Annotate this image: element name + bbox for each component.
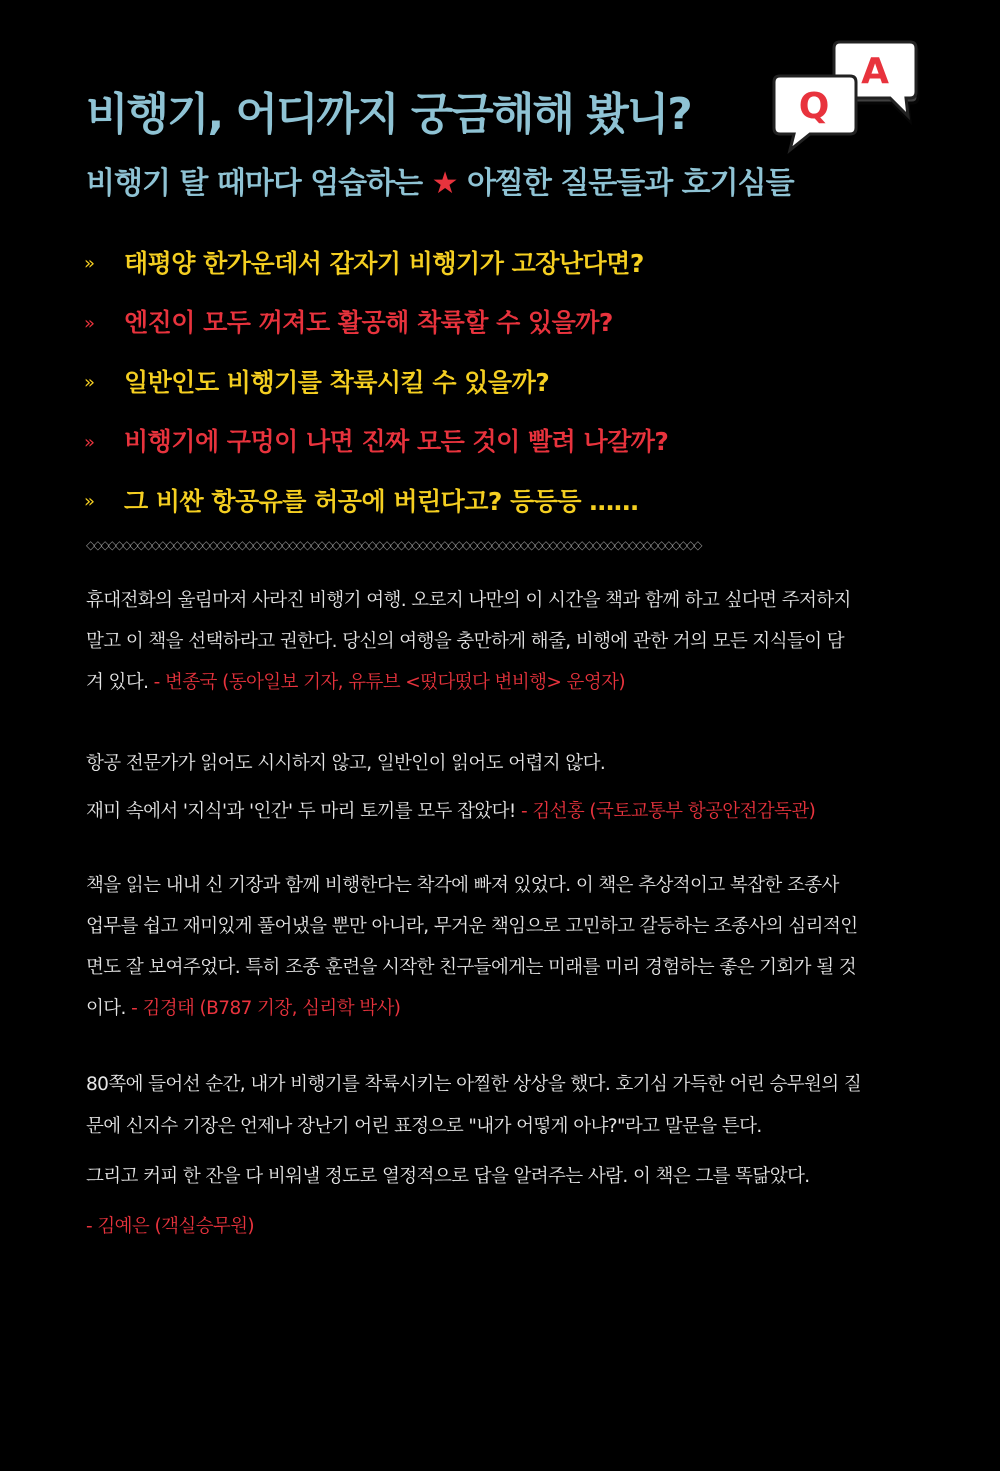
review-3 (86, 865, 916, 1029)
question-text: 엔진이 모두 꺼져도 활공해 착륙할 수 있을까? (124, 308, 613, 338)
review-line: 휴대전화의 울림마저 사라진 비행기 여행. 오로지 나만의 이 시간을 책과 함께 하고 싶다면 주저하지 (86, 590, 851, 611)
list-item (84, 411, 668, 471)
review-line (86, 662, 916, 703)
question-text: 그 비싼 항공유를 허공에 버린다고? 등등등 …… (124, 486, 639, 516)
review-citation: - 변종국 (동아일보 기자, 유튜브 <떴다떴다 변비행> 운영자) (153, 672, 625, 693)
review-4 (86, 1064, 916, 1248)
page-title: 비행기, 어디까지 궁금해해 봤니? (86, 89, 691, 140)
review-line: 책을 읽는 내내 신 기장과 함께 비행한다는 착각에 빠져 있었다. 이 책은 추상적이고 복잡한 조종사 (86, 875, 839, 896)
subtitle-text-post: 아찔한 질문들과 호기심들 (466, 166, 794, 201)
review-text: 이다. (86, 998, 132, 1019)
review-line: 그리고 커피 한 잔을 다 비워낼 정도로 열정적으로 답을 알려주는 사람. 이 책은 그를 똑닮았다. (86, 1166, 810, 1187)
review-citation: - 김예은 (객실승무원) (86, 1216, 255, 1237)
review-2 (86, 740, 916, 836)
review-citation: - 김경태 (B787 기장, 심리학 박사) (131, 998, 401, 1019)
review-text: 재미 속에서 '지식'과 '인간' 두 마리 토끼를 모두 잡았다! (86, 801, 521, 822)
review-line: 항공 전문가가 읽어도 시시하지 않고, 일반인이 읽어도 어렵지 않다. (86, 753, 606, 774)
review-line: 업무를 쉽고 재미있게 풀어냈을 뿐만 아니라, 무거운 책임으로 고민하고 갈등하는 조종사의 심리적인 (86, 916, 858, 937)
question-text: 일반인도 비행기를 착륙시킬 수 있을까? (124, 367, 550, 397)
review-line (86, 788, 916, 836)
page-subtitle (86, 158, 794, 202)
chevron-right-icon: » (84, 431, 95, 453)
question-text: 태평양 한가운데서 갑자기 비행기가 고장난다면? (124, 248, 644, 278)
review-line (86, 988, 916, 1029)
star-icon: ★ (431, 166, 458, 201)
list-item (84, 292, 668, 352)
review-line: 문에 신지수 기장은 언제나 장난기 어린 표정으로 "내가 어떻게 아냐?"라고 말문을 튼다. (86, 1116, 762, 1137)
question-text: 비행기에 구멍이 나면 진짜 모든 것이 빨려 나갈까? (124, 427, 669, 457)
subtitle-text-pre: 비행기 탈 때마다 엄습하는 (86, 166, 423, 201)
review-line: 면도 잘 보여주었다. 특히 조종 훈련을 시작한 친구들에게는 미래를 미리 경험하는 좋은 기회가 될 것 (86, 957, 857, 978)
qa-speech-bubbles-icon (770, 38, 920, 154)
chevron-right-icon: » (84, 253, 95, 275)
list-item (84, 470, 668, 530)
question-list (84, 232, 668, 530)
chevron-right-icon: » (84, 372, 95, 394)
list-item (84, 232, 668, 292)
review-citation: - 김선홍 (국토교통부 항공안전감독관) (520, 801, 816, 822)
chevron-right-icon: » (84, 312, 95, 334)
review-text: 겨 있다. (86, 672, 154, 693)
list-item (84, 351, 668, 411)
a-letter: A (861, 51, 889, 92)
chevron-right-icon: » (84, 491, 95, 513)
diamond-divider: ◇◇◇◇◇◇◇◇◇◇◇◇◇◇◇◇◇◇◇◇◇◇◇◇◇◇◇◇◇◇◇◇◇◇◇◇◇◇◇◇◇◇◇◇◇◇◇◇◇◇◇◇◇◇◇◇◇◇◇◇◇◇◇◇◇◇◇◇◇◇◇◇◇◇◇◇◇◇◇◇◇◇◇◇◇ (86, 538, 701, 552)
review-line: 80쪽에 들어선 순간, 내가 비행기를 착륙시키는 아찔한 상상을 했다. 호기심 가득한 어린 승무원의 질 (86, 1074, 862, 1095)
review-1 (86, 580, 916, 703)
q-letter: Q (798, 86, 830, 127)
review-line: 말고 이 책을 선택하라고 권한다. 당신의 여행을 충만하게 해줄, 비행에 관한 거의 모든 지식들이 담 (86, 631, 845, 652)
